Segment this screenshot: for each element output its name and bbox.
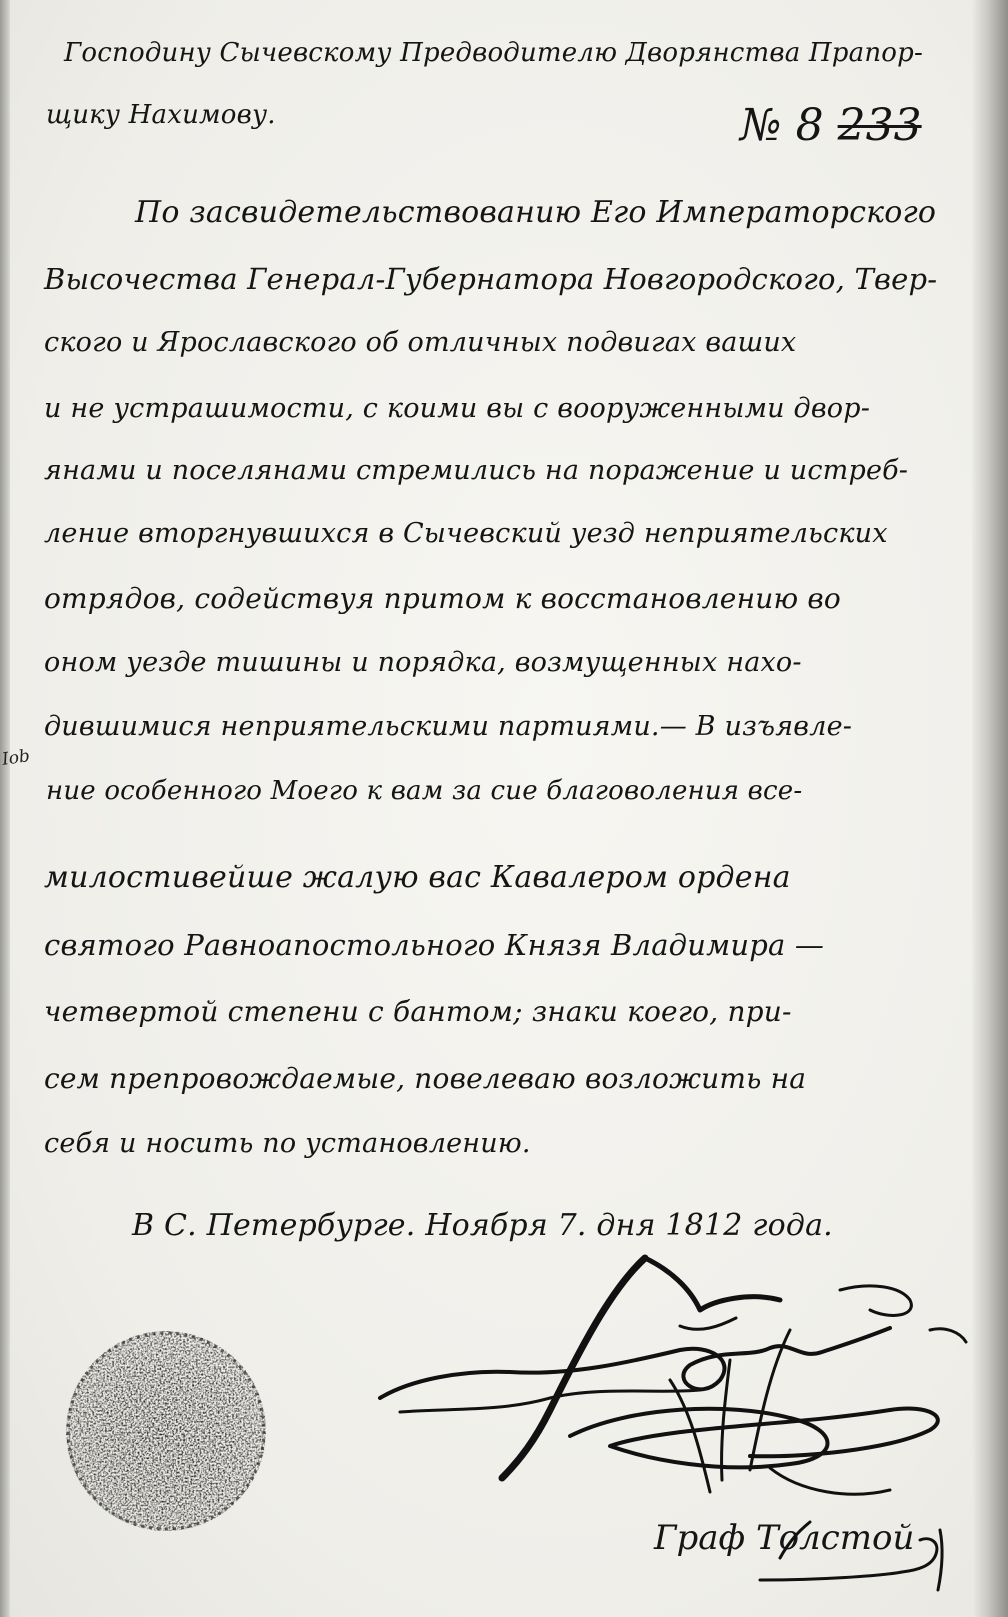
body-line-9: дившимися неприятельскими партиями.— В изъявле- [44,711,853,742]
body-line-6: ление вторгнувшихся в Сычевский уезд неприятельских [44,518,888,549]
countersignature-flourish [640,1500,970,1600]
wax-seal [60,1325,272,1537]
margin-note: Iob [0,746,32,770]
countersignature [640,1500,970,1600]
body-line-8: оном уезде тишины и порядка, возмущенных нахо- [44,647,802,678]
date-line: В С. Петербурге. Ноября 7. дня 1812 года. [132,1208,833,1243]
body-line-11: милостивейше жалую вас Кавалером ордена [44,860,791,895]
body-line-2: Высочества Генерал-Губернатора Новгородского, Твер- [44,262,938,296]
page-edge-shadow-right [972,0,1008,1617]
countersignature-text: Граф Толстой [654,1518,915,1558]
body-line-5: янами и поселянами стремились на поражение и истреб- [44,455,909,486]
archive-number-value: № 8 [740,100,824,151]
body-line-12: святого Равноапостольного Князя Владимира — [44,928,825,962]
archive-number [740,100,922,151]
signature-flourish [370,1230,970,1540]
body-line-10: ние особенного Моего к вам за сие благоволения все- [46,776,803,806]
body-line-3: ского и Ярославского об отличных подвигах ваших [44,327,797,358]
body-line-14: сем препровождаемые, повелеваю возложить на [44,1062,807,1095]
body-line-13: четвертой степени с бантом; знаки коего, при- [44,995,792,1028]
archive-number-struck: 233 [837,100,922,151]
body-line-1: По засвидетельствованию Его Императорского [135,195,937,230]
body-line-7: отрядов, содействуя притом к восстановлению во [44,582,841,615]
page-edge-shadow-left [0,0,10,1617]
body-line-15: себя и носить по установлению. [44,1128,531,1159]
address-line-2: щику Нахимову. [46,100,276,130]
body-line-4: и не устрашимости, с коими вы с вооруженными двор- [44,393,871,424]
address-line-1: Господину Сычевскому Предводителю Дворянства Прапор- [64,38,923,68]
